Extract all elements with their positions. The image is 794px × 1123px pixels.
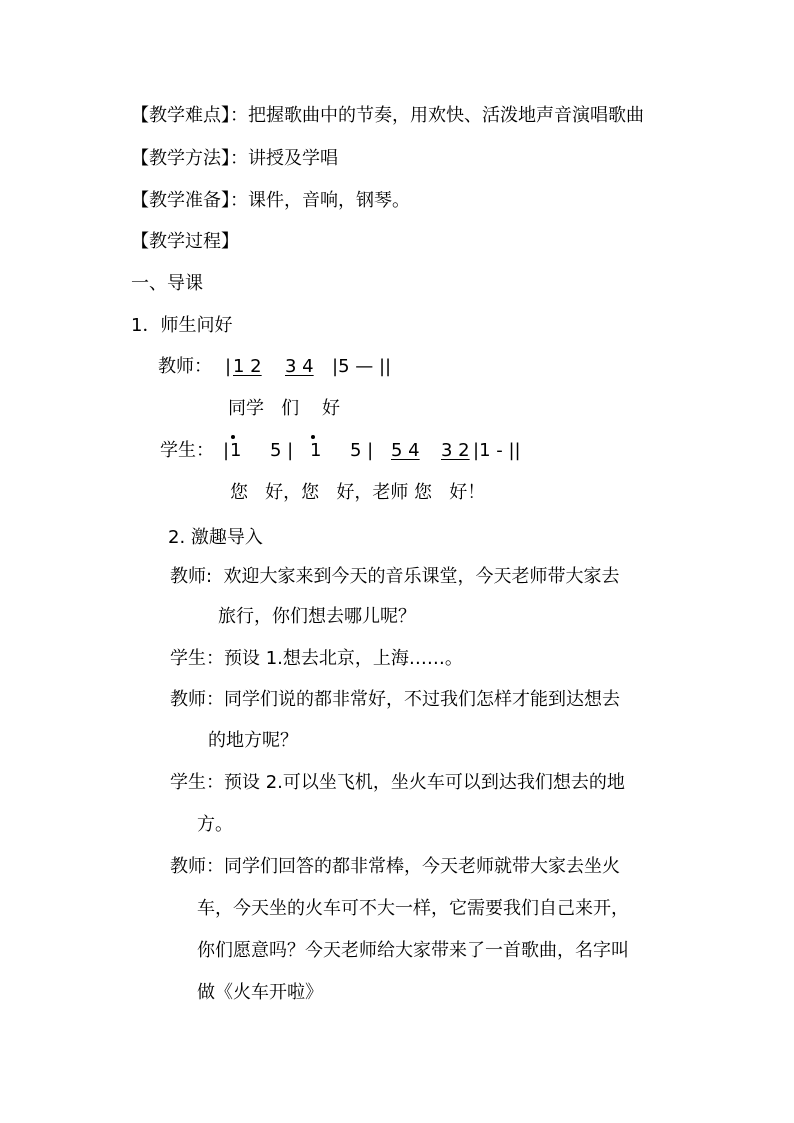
note: 5 | [270, 440, 294, 461]
teacher-line-cont: 旅行，你们想去哪儿呢？ [218, 606, 416, 627]
teaching-method: 【教学方法】：讲授及学唱 [131, 148, 338, 169]
note: 1 [310, 440, 322, 461]
subsection-1-heading: 1．师生问好 [131, 315, 233, 336]
section-1-heading: 一、导课 [131, 273, 203, 294]
student-line: 学生：预设 2.可以坐飞机，坐火车可以到达我们想去的地 [170, 772, 625, 793]
note-group: 3 2 [441, 440, 470, 461]
note-group: 5 4 [391, 440, 420, 461]
note-group: |1 - || [473, 440, 521, 461]
high-octave-dot-icon [231, 435, 235, 439]
barline: | [223, 440, 230, 461]
teacher-line: 教师：同学们回答的都非常棒，今天老师就带大家去坐火 [170, 856, 620, 877]
teaching-difficulty: 【教学难点】：把握歌曲中的节奏，用欢快、活泼地声音演唱歌曲 [131, 105, 644, 126]
student-line-cont: 方。 [197, 814, 233, 835]
note: 1 [230, 440, 242, 461]
teacher-label: 教师： [158, 356, 212, 377]
teaching-preparation: 【教学准备】：课件，音响，钢琴。 [131, 190, 410, 211]
note-group: |5 — || [332, 356, 392, 377]
teacher-line-cont: 做《火车开啦》 [197, 982, 323, 1003]
teacher-line-cont: 的地方呢？ [208, 730, 298, 751]
note-group: 3 4 [285, 356, 314, 377]
teaching-process-heading: 【教学过程】 [131, 231, 239, 252]
student-lyrics: 您 好，您 好，老师 您 好！ [230, 482, 486, 503]
teacher-line: 教师：同学们说的都非常好，不过我们怎样才能到达想去 [170, 689, 620, 710]
teacher-lyrics: 同学 们 好 [228, 398, 341, 419]
section-2-heading: 2. 激趣导入 [168, 527, 263, 548]
high-octave-dot-icon [311, 435, 315, 439]
barline: | [225, 356, 232, 377]
teacher-line-cont: 车，今天坐的火车可不大一样，它需要我们自己来开， [197, 898, 629, 919]
teacher-line-cont: 你们愿意吗？今天老师给大家带来了一首歌曲，名字叫 [197, 940, 629, 961]
student-line: 学生：预设 1.想去北京，上海……。 [170, 648, 463, 669]
student-label: 学生： [160, 440, 214, 461]
teacher-line: 教师: 欢迎大家来到今天的音乐课堂，今天老师带大家去 [170, 566, 620, 587]
note: 5 | [350, 440, 374, 461]
note-group: 1 2 [233, 356, 262, 377]
